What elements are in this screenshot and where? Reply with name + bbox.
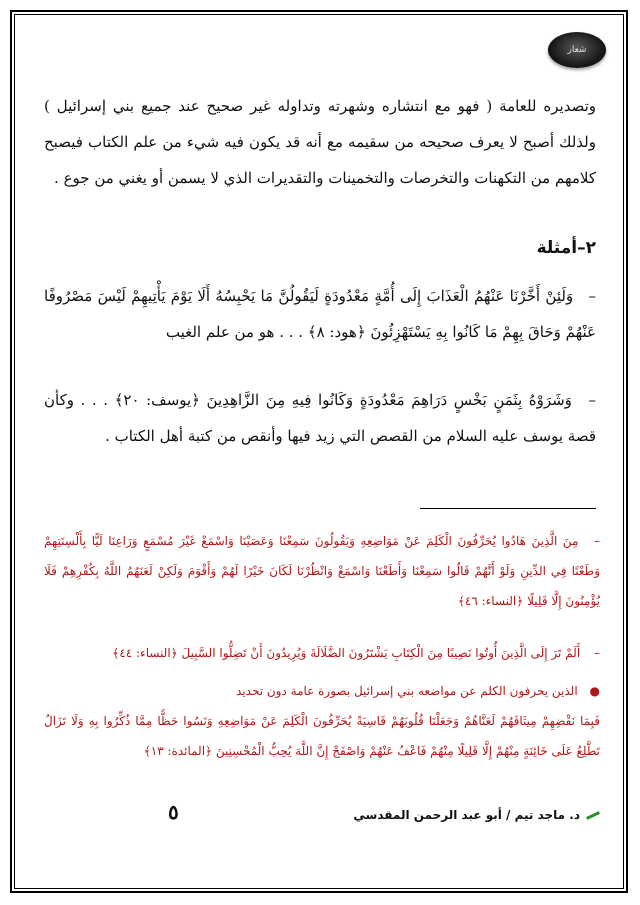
pen-icon: [586, 810, 600, 820]
footnote-3-text: الذين يحرفون الكلم عن مواضعه بني إسرائيل بصورة عامة دون تحديد: [236, 684, 578, 698]
footnote-2: [44, 638, 600, 668]
footer-author: د. ماجد تيم / أبو عبد الرحمن المقدسي: [353, 808, 580, 822]
logo: [548, 32, 606, 68]
footnote-2-text: أَلَمْ تَرَ إِلَى الَّذِينَ أُوتُوا نَصِيبًا مِنَ الْكِتَابِ يَشْتَرُونَ الضَّلَالَةَ وَيُرِيدُونَ أَنْ تَضِلُّوا السَّبِيلَ ﴿النساء: ٤٤﴾: [112, 646, 581, 660]
footnote-1-text: مِنَ الَّذِينَ هَادُوا يُحَرِّفُونَ الْكَلِمَ عَنْ مَوَاضِعِهِ وَيَقُولُونَ سَمِعْنَا وَعَصَيْنَا وَاسْمَعْ غَيْرَ مُسْمَعٍ وَرَاعِنَا لَيًّا بِأَلْسِنَتِهِمْ وَطَعْنًا فِي الدِّينِ وَلَوْ أَنَّهُمْ قَالُوا سَمِعْنَا وَأَطَعْنَا وَاسْمَعْ وَانْظُرْنَا لَكَانَ خَيْرًا لَهُمْ وَأَقْوَمَ وَلَكِنْ لَعَنَهُمُ اللَّهُ بِكُفْرِهِمْ فَلَا يُؤْمِنُونَ إِلَّا قَلِيلًا ﴿النساء: ٤٦﴾: [44, 534, 600, 608]
section-heading: ٢–أمثلة: [536, 238, 596, 258]
logo-text: شعار: [567, 45, 587, 55]
bullet-icon: ●: [589, 684, 600, 698]
page-number: ٥: [168, 800, 179, 824]
footnote-1-dash: –: [594, 534, 600, 548]
example-2: [44, 382, 596, 454]
example-2-dash: –: [588, 391, 596, 409]
footnote-2-dash: –: [594, 646, 600, 660]
footnote-separator: [420, 508, 596, 509]
example-1-dash: –: [588, 287, 596, 305]
footnote-4: فَبِمَا نَقْضِهِمْ مِيثَاقَهُمْ لَعَنَّاهُمْ وَجَعَلْنَا قُلُوبَهُمْ قَاسِيَةً يُحَرِّفُونَ الْكَلِمَ عَنْ مَوَاضِعِهِ وَنَسُوا حَظًّا مِمَّا ذُكِّرُوا بِهِ وَلَا تَزَالُ تَطَّلِعُ عَلَى خَائِنَةٍ مِنْهُمْ إِلَّا قَلِيلًا مِنْهُمْ فَاعْفُ عَنْهُمْ وَاصْفَحْ إِنَّ اللَّهَ يُحِبُّ الْمُحْسِنِينَ ﴿المائدة: ١٣﴾: [44, 714, 600, 758]
main-paragraph: وتصديره للعامة ( فهو مع انتشاره وشهرته وتداوله غير صحيح عند جميع بني إسرائيل ) ولذلك أصبح لا يعرف صحيحه من سقيمه مع أنه قد يكون فيه شيء من علم الكتاب فيصبح كلامهم من التكهنات والتخرصات والتخمينات والتقديرات الذي لا يسمن أو يغني من جوع .: [44, 97, 596, 187]
example-2-text: وَشَرَوْهُ بِثَمَنٍ بَخْسٍ دَرَاهِمَ مَعْدُودَةٍ وَكَانُوا فِيهِ مِنَ الزَّاهِدِينَ ﴿يوسف: ٢٠﴾ . . . وكأن قصة يوسف عليه السلام من القصص التي زيد فيها وأنقص من كتبة أهل الكتاب .: [44, 391, 596, 445]
example-1-text: وَلَئِنْ أَخَّرْنَا عَنْهُمُ الْعَذَابَ إِلَى أُمَّةٍ مَعْدُودَةٍ لَيَقُولُنَّ مَا يَحْبِسُهُ أَلَا يَوْمَ يَأْتِيهِمْ لَيْسَ مَصْرُوفًا عَنْهُمْ وَحَاقَ بِهِمْ مَا كَانُوا بِهِ يَسْتَهْزِئُونَ ﴿هود: ٨﴾ . . . هو من علم الغيب: [44, 287, 596, 341]
footnote-1: [44, 526, 600, 616]
example-1: [44, 278, 596, 350]
footnote-3: [44, 676, 600, 706]
footer: [353, 808, 600, 822]
